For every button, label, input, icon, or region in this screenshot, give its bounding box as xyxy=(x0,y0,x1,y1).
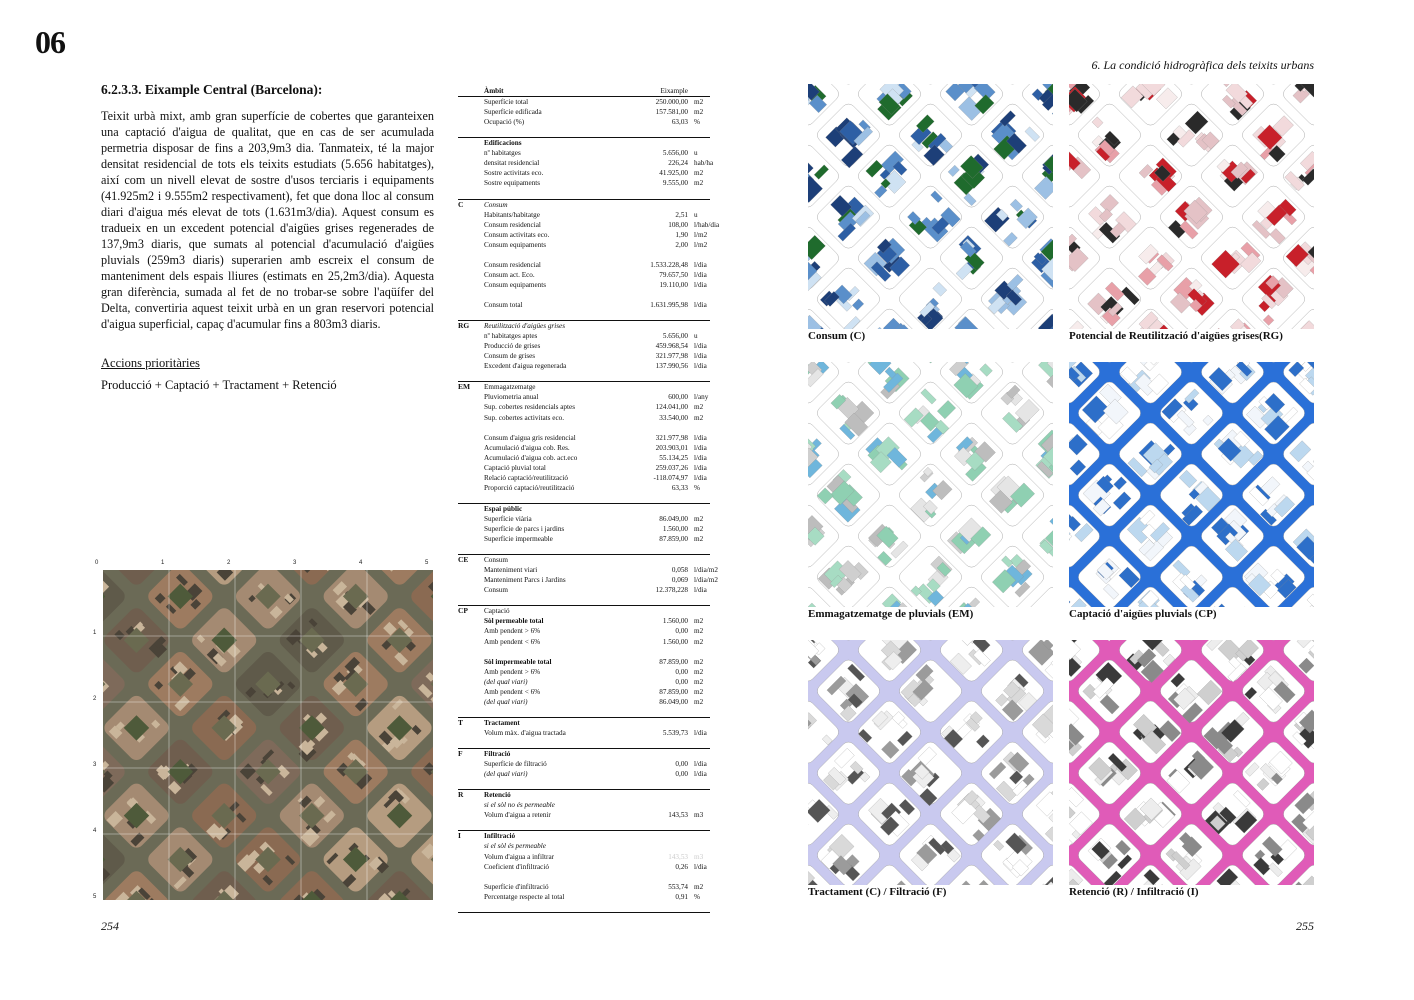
row-unit: l/any xyxy=(694,393,709,402)
table-row xyxy=(458,240,710,250)
row-label: Consum xyxy=(484,200,508,209)
table-row xyxy=(458,637,710,647)
row-label: Consum act. Eco. xyxy=(484,270,535,279)
row-value: 5.656,00 xyxy=(662,332,688,341)
table-row xyxy=(458,872,710,882)
row-label: Consum xyxy=(484,556,508,565)
row-value: 143,53 xyxy=(668,852,688,861)
row-unit: l/dia/m2 xyxy=(694,576,718,585)
row-label: Manteniment viari xyxy=(484,566,538,575)
grid-tick-y: 5 xyxy=(93,894,97,900)
row-label: densitat residencial xyxy=(484,159,540,168)
row-value: 0,00 xyxy=(675,667,688,676)
row-unit: l/hab/dia xyxy=(694,220,720,229)
row-unit: m2 xyxy=(694,525,704,534)
row-unit: l/dia xyxy=(694,270,707,279)
row-label: si el sòl és permeable xyxy=(484,842,546,851)
row-label: (del qual viari) xyxy=(484,677,528,686)
grid-tick-x: 2 xyxy=(227,560,231,566)
row-label: Consum equipaments xyxy=(484,280,547,289)
row-value: 86.049,00 xyxy=(659,697,688,706)
table-row xyxy=(458,707,710,718)
row-label: Àmbit xyxy=(484,87,504,95)
table-row xyxy=(458,616,710,626)
row-unit: m2 xyxy=(694,514,704,523)
body-text xyxy=(101,108,434,332)
table-row xyxy=(458,473,710,483)
row-value: 226,24 xyxy=(668,159,688,168)
row-value: 0,26 xyxy=(675,862,688,871)
row-value: 0,00 xyxy=(675,770,688,779)
table-row xyxy=(458,831,710,841)
table-row xyxy=(458,413,710,423)
row-value: 5.539,73 xyxy=(662,728,688,737)
table-row xyxy=(458,738,710,749)
row-label: Sup. cobertes activitats eco. xyxy=(484,413,565,422)
row-value: 1.560,00 xyxy=(662,525,688,534)
table-row xyxy=(458,647,710,657)
table-row xyxy=(458,882,710,892)
table-row xyxy=(458,769,710,779)
table-row xyxy=(458,534,710,544)
table-row xyxy=(458,331,710,341)
row-label: Espai públic xyxy=(484,504,523,513)
map-caption: Emmagatzematge de pluvials (EM) xyxy=(808,608,974,620)
row-label: Consum de grises xyxy=(484,352,536,361)
row-unit: u xyxy=(694,332,698,341)
grid-tick-x: 5 xyxy=(425,560,429,566)
row-label: Consum xyxy=(484,586,508,595)
row-unit: m2 xyxy=(694,637,704,646)
table-row xyxy=(458,463,710,473)
table-row xyxy=(458,361,710,371)
map-caption: Potencial de Reutilització d'aigües grises(RG) xyxy=(1069,330,1283,342)
table-row xyxy=(458,433,710,443)
table-row xyxy=(458,759,710,769)
page-number-left: 254 xyxy=(101,919,119,933)
row-label: Superfície de parcs i jardins xyxy=(484,525,565,534)
row-unit: l/dia/m2 xyxy=(694,566,718,575)
row-label: Consum total xyxy=(484,300,523,309)
row-value: 9.555,00 xyxy=(662,179,688,188)
row-unit: m2 xyxy=(694,687,704,696)
table-row xyxy=(458,697,710,707)
table-row xyxy=(458,657,710,667)
row-value: 250.000,00 xyxy=(655,98,688,107)
table-row xyxy=(458,892,710,902)
row-label: Captació xyxy=(484,607,510,616)
table-row xyxy=(458,321,710,331)
body-paragraph: Teixit urbà mixt, amb gran superfície de cobertes que garanteixen una captació d'aigua de qualitat, que en cas de ser acumulada permetria disposar de fins a 203,9m3 dia. Tanmateix, té la major densitat residencial de tots els teixits estudiats (5.656 habitatges), així com un nivell elevat de sostre d'usos terciaris i equipaments (41.925m2 i 9.555m2 respectivament), fet que dona lloc al consum diari d'aigua més elevat de tots (1.631m3/dia). Aquest consum es tradueix en un excedent potencial d'aigües grises regenerades de 137,9m3 diaris, que sumats al potencial d'acumulació d'aigües pluvials (259m3 diaris) superarien amb escreix el consum de manteniment dels espais lliures (estimats en 25,2m3/dia). Aquesta gran diferència, sumada al fet de no trobar-se sobre l'aqüífer del Delta, convertiria aquest teixit urbà en un gran reservori potencial d'aigua superficial, capaç d'acumular fins a 803m3 diaris. xyxy=(101,109,434,331)
row-unit: l/dia xyxy=(694,300,707,309)
row-label: Reutilització d'aigües grises xyxy=(484,322,565,331)
table-row xyxy=(458,902,710,913)
row-label: Superfície edificada xyxy=(484,108,542,117)
row-unit: % xyxy=(694,483,700,492)
row-value: 1,90 xyxy=(675,230,688,239)
accions-title: Accions prioritàries xyxy=(101,356,200,370)
row-unit: u xyxy=(694,210,698,219)
row-value: 1.533.228,48 xyxy=(650,260,688,269)
grid-tick-x: 4 xyxy=(359,560,363,566)
row-value: 1.631.995,98 xyxy=(650,300,688,309)
data-table xyxy=(458,86,720,913)
row-code: R xyxy=(458,790,464,800)
running-head: 6. La condició hidrogràfica dels teixits urbans xyxy=(1091,58,1314,72)
row-label: Superfície impermeable xyxy=(484,535,553,544)
map-caption: Tractament (C) / Filtració (F) xyxy=(808,886,947,898)
table-row xyxy=(458,168,710,178)
row-unit: m2 xyxy=(694,697,704,706)
row-label: (del qual viari) xyxy=(484,770,528,779)
table-row xyxy=(458,200,710,210)
row-label: Volum d'aigua a retenir xyxy=(484,811,551,820)
table-row xyxy=(458,841,710,851)
table-row xyxy=(458,779,710,790)
row-label: Consum activitats eco. xyxy=(484,230,550,239)
table-row xyxy=(458,595,710,606)
row-unit: m2 xyxy=(694,179,704,188)
row-label: Superfície total xyxy=(484,98,529,107)
row-label: Manteniment Parcs i Jardins xyxy=(484,576,566,585)
table-row xyxy=(458,382,710,392)
row-value: 12.378,228 xyxy=(655,586,688,595)
row-label: si el sòl no és permeable xyxy=(484,801,555,810)
table-row xyxy=(458,585,710,595)
table-row xyxy=(458,210,710,220)
table-row xyxy=(458,341,710,351)
table-row xyxy=(458,423,710,433)
table-row xyxy=(458,810,710,820)
row-label: Filtració xyxy=(484,750,511,759)
table-row xyxy=(458,270,710,280)
grid-tick-x: 1 xyxy=(161,560,165,566)
table-row xyxy=(458,280,710,290)
row-unit: l/dia xyxy=(694,433,707,442)
map-graphic xyxy=(808,84,1053,329)
row-value: 1.560,00 xyxy=(662,617,688,626)
row-value: 33.540,00 xyxy=(659,413,688,422)
row-code: C xyxy=(458,199,464,209)
row-unit: m2 xyxy=(694,882,704,891)
row-unit: l/dia xyxy=(694,770,707,779)
row-label: Consum d'aigua gris residencial xyxy=(484,433,576,442)
table-row xyxy=(458,443,710,453)
row-unit: l/dia xyxy=(694,280,707,289)
row-unit: l/dia xyxy=(694,453,707,462)
accions-text: Producció + Captació + Tractament + Retenció xyxy=(101,378,337,392)
row-unit: m2 xyxy=(694,108,704,117)
row-code: RG xyxy=(458,321,470,331)
table-row xyxy=(458,483,710,493)
table-row xyxy=(458,728,710,738)
map-graphic xyxy=(808,640,1053,885)
row-value: 0,058 xyxy=(671,566,688,575)
row-value: 0,00 xyxy=(675,627,688,636)
row-label: Edificacions xyxy=(484,139,522,148)
row-unit: m2 xyxy=(694,403,704,412)
row-unit: m2 xyxy=(694,677,704,686)
table-row xyxy=(458,555,710,565)
table-row xyxy=(458,260,710,270)
row-unit: u xyxy=(694,149,698,158)
row-label: Habitants/habitatge xyxy=(484,210,540,219)
table-row xyxy=(458,127,710,138)
table-row xyxy=(458,392,710,402)
map-panel xyxy=(808,362,1053,607)
table-row xyxy=(458,310,710,321)
row-value: 63,03 xyxy=(671,118,688,127)
row-value: 600,00 xyxy=(668,393,688,402)
table-row xyxy=(458,677,710,687)
row-unit: l/dia xyxy=(694,463,707,472)
table-row xyxy=(458,565,718,575)
row-unit: m2 xyxy=(694,667,704,676)
chapter-number: 06 xyxy=(35,24,65,60)
table-row xyxy=(458,220,720,230)
grid-tick-y: 2 xyxy=(93,696,97,702)
table-row xyxy=(458,178,710,188)
row-value: 87.859,00 xyxy=(659,687,688,696)
row-label: Amb pendent < 6% xyxy=(484,687,541,696)
row-code: F xyxy=(458,749,463,759)
table-row xyxy=(458,687,710,697)
table-row xyxy=(458,148,710,158)
table-row xyxy=(458,371,710,382)
row-unit: l/dia xyxy=(694,586,707,595)
row-value: 86.049,00 xyxy=(659,514,688,523)
table-row xyxy=(458,790,710,800)
row-value: Eixample xyxy=(660,87,688,95)
row-unit: m2 xyxy=(694,98,704,107)
grid-tick-y: 1 xyxy=(93,630,97,636)
row-label: Tractament xyxy=(484,718,520,727)
row-label: Percentatge respecte al total xyxy=(484,892,565,901)
row-label: Excedent d'aigua regenerada xyxy=(484,362,567,371)
row-unit: m2 xyxy=(694,627,704,636)
table-row xyxy=(458,852,710,862)
row-value: 157.581,00 xyxy=(655,108,688,117)
row-value: 108,00 xyxy=(668,220,688,229)
row-label: Superfície d'infiltració xyxy=(484,882,549,891)
map-panel xyxy=(808,640,1053,885)
map-panel xyxy=(1069,84,1314,329)
row-value: 137.990,56 xyxy=(655,362,688,371)
aerial-photo-panel xyxy=(91,560,441,905)
table-row xyxy=(458,800,710,810)
row-value: 87.859,00 xyxy=(659,657,688,666)
row-value: 553,74 xyxy=(668,882,688,891)
map-graphic xyxy=(1069,640,1314,885)
map-caption: Consum (C) xyxy=(808,330,866,342)
table-row xyxy=(458,138,710,148)
row-label: Infiltració xyxy=(484,832,516,841)
aerial-photo xyxy=(103,570,433,900)
row-unit: m3 xyxy=(694,852,704,861)
map-graphic xyxy=(1069,84,1314,329)
row-value: 203.903,01 xyxy=(655,443,688,452)
row-label: Sòl impermeable total xyxy=(484,657,552,666)
row-code: T xyxy=(458,717,464,727)
table-row xyxy=(458,820,710,831)
map-panel xyxy=(1069,362,1314,607)
row-value: 0,00 xyxy=(675,677,688,686)
row-label: Proporció captació/reutilització xyxy=(484,483,575,492)
row-unit: l/dia xyxy=(694,362,707,371)
row-unit: l/m2 xyxy=(694,240,708,249)
row-unit: l/dia xyxy=(694,862,707,871)
row-unit: % xyxy=(694,118,700,127)
table-row xyxy=(458,575,718,585)
row-value: 5.656,00 xyxy=(662,149,688,158)
row-unit: hab/ha xyxy=(694,159,714,168)
table-row xyxy=(458,230,710,240)
table-row xyxy=(458,667,710,677)
row-label: Consum residencial xyxy=(484,220,541,229)
row-value: 87.859,00 xyxy=(659,535,688,544)
table-row xyxy=(458,188,710,199)
table-row xyxy=(458,117,710,127)
section-title: 6.2.3.3. Eixample Central (Barcelona): xyxy=(101,82,323,97)
table-row xyxy=(458,606,710,616)
row-value: 321.977,98 xyxy=(655,433,688,442)
row-value: 55.134,25 xyxy=(659,453,688,462)
row-value: 143,53 xyxy=(668,811,688,820)
row-label: Producció de grises xyxy=(484,342,541,351)
row-value: 19.110,00 xyxy=(659,280,688,289)
map-panel xyxy=(808,84,1053,329)
row-label: Superfície viària xyxy=(484,514,532,523)
table-row xyxy=(458,97,710,107)
row-unit: l/dia xyxy=(694,342,707,351)
row-value: -118.074,97 xyxy=(653,473,688,482)
row-code: CP xyxy=(458,606,468,616)
map-caption: Retenció (R) / Infiltració (I) xyxy=(1069,886,1199,898)
table-row xyxy=(458,524,710,534)
map-graphic xyxy=(1069,362,1314,607)
row-label: Amb pendent < 6% xyxy=(484,637,541,646)
row-code: CE xyxy=(458,555,469,565)
row-value: 0,91 xyxy=(675,892,688,901)
row-label: Acumulació d'aigua cob. Res. xyxy=(484,443,570,452)
row-label: Volum d'aigua a infiltrar xyxy=(484,852,555,861)
row-label: Volum màx. d'aigua tractada xyxy=(484,728,566,737)
row-unit: l/dia xyxy=(694,443,707,452)
page-number-right: 255 xyxy=(1296,919,1314,933)
row-value: 79.657,50 xyxy=(659,270,688,279)
row-label: Amb pendent > 6% xyxy=(484,627,541,636)
row-label: Superfície de filtració xyxy=(484,760,547,769)
table-row xyxy=(458,250,710,260)
table-row xyxy=(458,626,710,636)
grid-tick-x: 3 xyxy=(293,560,297,566)
table-row xyxy=(458,514,710,524)
table-row xyxy=(458,504,710,514)
table-row xyxy=(458,107,710,117)
row-value: 63,33 xyxy=(671,483,688,492)
row-label: Sostre activitats eco. xyxy=(484,169,544,178)
row-label: Emmagatzematge xyxy=(484,383,536,392)
row-unit: m2 xyxy=(694,169,704,178)
row-unit: l/dia xyxy=(694,260,707,269)
map-graphic xyxy=(808,362,1053,607)
row-label: Relació captació/reutilització xyxy=(484,473,569,482)
table-row xyxy=(458,86,710,97)
row-unit: % xyxy=(694,892,700,901)
row-value: 459.968,54 xyxy=(655,342,688,351)
row-unit: m2 xyxy=(694,617,704,626)
row-label: Consum residencial xyxy=(484,260,541,269)
grid-tick-x: 0 xyxy=(95,560,99,566)
row-code: I xyxy=(458,831,461,841)
row-value: 124.041,00 xyxy=(655,403,688,412)
row-label: Amb pendent > 6% xyxy=(484,667,541,676)
row-unit: m2 xyxy=(694,535,704,544)
row-value: 2,00 xyxy=(675,240,688,249)
row-label: Sup. cobertes residencials aptes xyxy=(484,403,576,412)
row-label: Pluviometria anual xyxy=(484,393,539,402)
map-panel xyxy=(1069,640,1314,885)
table-row xyxy=(458,453,710,463)
row-value: 0,069 xyxy=(671,576,688,585)
row-unit: l/dia xyxy=(694,760,707,769)
row-code: EM xyxy=(458,382,471,392)
row-label: Acumulació d'aigua cob. act.eco xyxy=(484,453,578,462)
map-caption: Captació d'aigües pluvials (CP) xyxy=(1069,608,1217,620)
row-label: Sostre equipaments xyxy=(484,179,541,188)
row-unit: l/dia xyxy=(694,352,707,361)
aerial-photo-image xyxy=(103,570,433,900)
row-label: Consum equipaments xyxy=(484,240,547,249)
row-label: (del qual viari) xyxy=(484,697,528,706)
row-unit: m3 xyxy=(694,811,704,820)
table-row xyxy=(458,402,710,412)
table-row xyxy=(458,351,710,361)
table-row xyxy=(458,290,710,300)
row-unit: l/m2 xyxy=(694,230,708,239)
row-value: 321.977,98 xyxy=(655,352,688,361)
grid-tick-y: 4 xyxy=(93,828,97,834)
row-value: 1.560,00 xyxy=(662,637,688,646)
row-label: Sòl permeable total xyxy=(484,617,544,626)
table-row xyxy=(458,749,710,759)
row-label: Ocupació (%) xyxy=(484,118,525,127)
row-value: 41.925,00 xyxy=(659,169,688,178)
row-label: Captació pluvial total xyxy=(484,463,546,472)
table-row xyxy=(458,158,714,168)
table-row xyxy=(458,544,710,555)
row-label: nº habitatges aptes xyxy=(484,332,538,341)
row-unit: m2 xyxy=(694,657,704,666)
table-row xyxy=(458,862,710,872)
row-value: 259.037,26 xyxy=(655,463,688,472)
row-unit: m2 xyxy=(694,413,704,422)
row-label: Coeficient d'infiltració xyxy=(484,862,549,871)
table-row xyxy=(458,493,710,504)
row-unit: l/dia xyxy=(694,728,707,737)
table-row xyxy=(458,300,710,310)
row-label: Retenció xyxy=(484,791,511,800)
row-unit: l/dia xyxy=(694,473,707,482)
row-value: 0,00 xyxy=(675,760,688,769)
row-label: nº habitatges xyxy=(484,149,521,158)
table-row xyxy=(458,718,710,728)
grid-tick-y: 3 xyxy=(93,762,97,768)
row-value: 2,51 xyxy=(675,210,688,219)
